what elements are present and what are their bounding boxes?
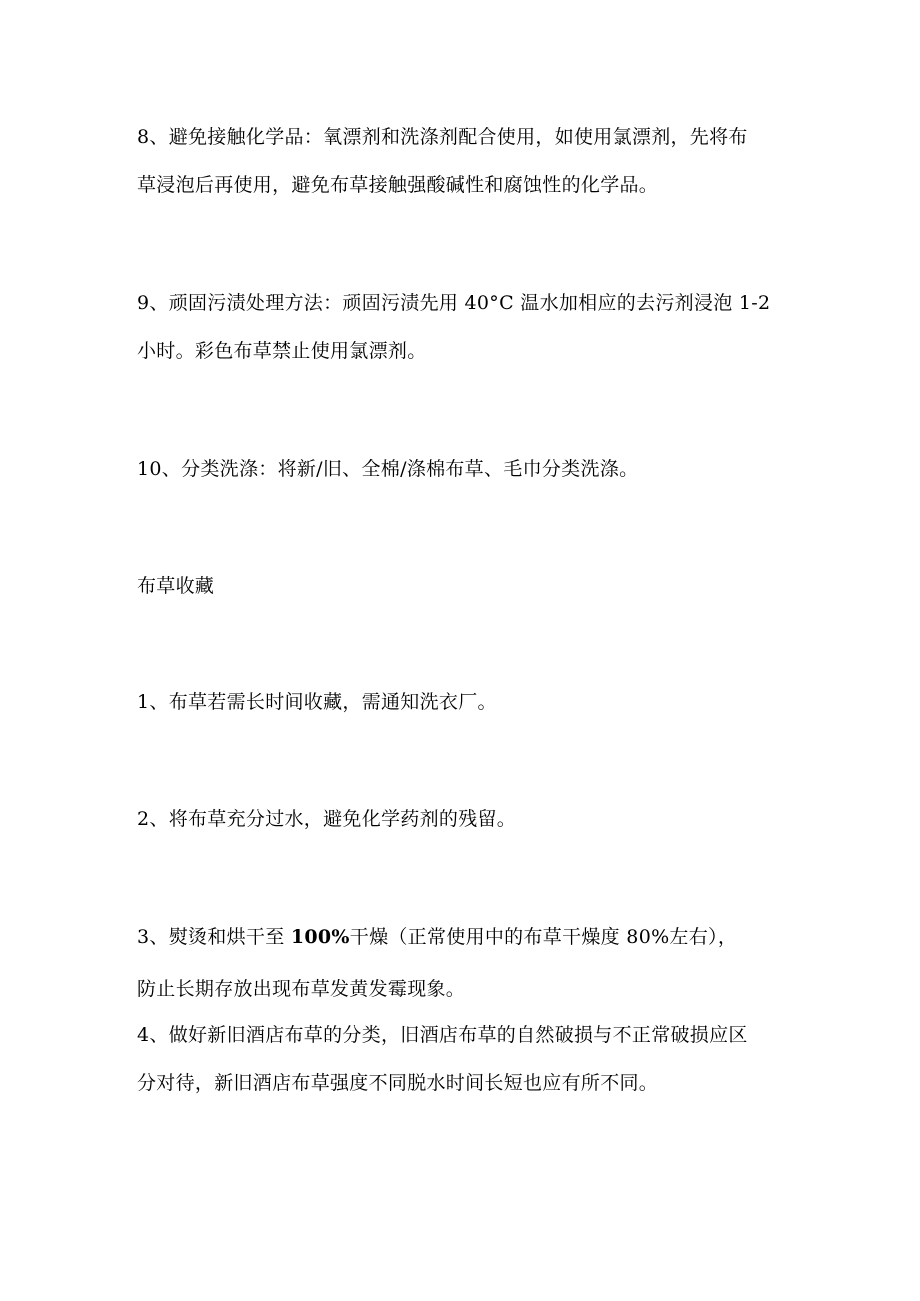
- item-9-line-1: 9、顽固污渍处理方法：顽固污渍先用 40°C 温水加相应的去污剂浸泡 1-2: [137, 292, 771, 314]
- item-10-line-1: 10、分类洗涤：将新/旧、全棉/涤棉布草、毛巾分类洗涤。: [137, 458, 639, 480]
- storage-item-3-suffix: 干燥（正常使用中的布草干燥度 80%左右），: [349, 926, 738, 948]
- storage-item-3-line-1: [137, 925, 737, 949]
- storage-item-1: 1、布草若需长时间收藏，需通知洗衣厂。: [137, 691, 497, 713]
- storage-item-3-line-2: 防止长期存放出现布草发黄发霉现象。: [137, 978, 466, 1000]
- item-8-line-1: 8、避免接触化学品：氧漂剂和洗涤剂配合使用，如使用氯漂剂，先将布: [137, 126, 748, 148]
- item-9-line-2: 小时。彩色布草禁止使用氯漂剂。: [137, 340, 427, 362]
- item-8-line-2: 草浸泡后再使用，避免布草接触强酸碱性和腐蚀性的化学品。: [137, 174, 659, 196]
- section-heading: 布草收藏: [137, 575, 215, 597]
- storage-item-3-bold-value: 100%: [290, 926, 350, 948]
- storage-item-4-line-1: 4、做好新旧酒店布草的分类，旧酒店布草的自然破损与不正常破损应区: [137, 1024, 748, 1046]
- storage-item-3-prefix: 3、熨烫和烘干至: [137, 926, 291, 948]
- storage-item-4-line-2: 分对待，新旧酒店布草强度不同脱水时间长短也应有所不同。: [137, 1072, 659, 1094]
- storage-item-2: 2、将布草充分过水，避免化学药剂的残留。: [137, 808, 517, 830]
